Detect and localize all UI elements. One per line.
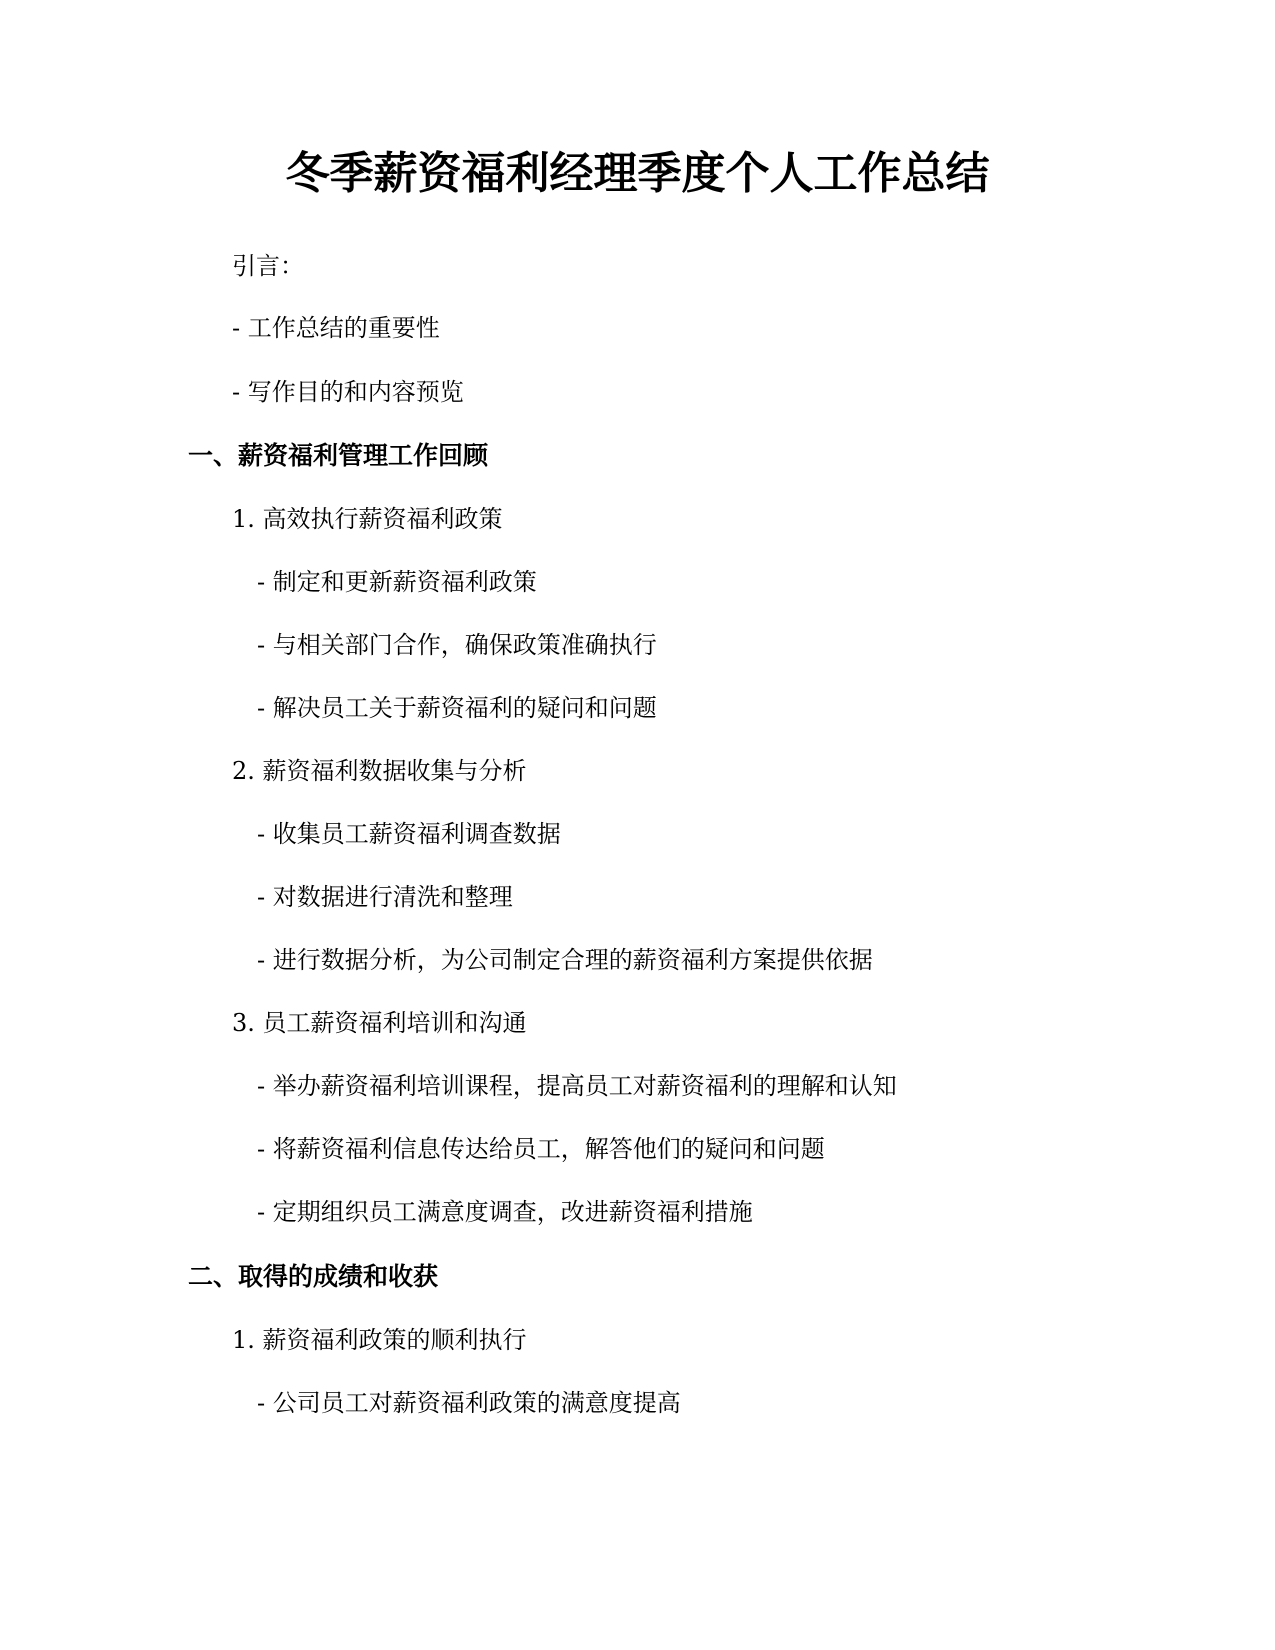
section-heading-2: 二、取得的成绩和收获 <box>188 1262 439 1291</box>
subsection-title: 2. 薪资福利数据收集与分析 <box>232 757 527 785</box>
list-item: - 解决员工关于薪资福利的疑问和问题 <box>257 694 657 722</box>
intro-label: 引言： <box>232 252 304 280</box>
subsection-title: 1. 薪资福利政策的顺利执行 <box>232 1326 527 1354</box>
list-item: - 公司员工对薪资福利政策的满意度提高 <box>257 1389 681 1417</box>
list-item: - 定期组织员工满意度调查，改进薪资福利措施 <box>257 1198 753 1226</box>
list-item: - 与相关部门合作，确保政策准确执行 <box>257 631 657 659</box>
section-heading-1: 一、薪资福利管理工作回顾 <box>188 441 489 470</box>
list-item: - 进行数据分析，为公司制定合理的薪资福利方案提供依据 <box>257 946 873 974</box>
list-item: - 将薪资福利信息传达给员工，解答他们的疑问和问题 <box>257 1135 825 1163</box>
intro-item: - 写作目的和内容预览 <box>232 378 464 406</box>
list-item: - 制定和更新薪资福利政策 <box>257 568 537 596</box>
intro-item: - 工作总结的重要性 <box>232 314 440 342</box>
page-title: 冬季薪资福利经理季度个人工作总结 <box>285 148 990 199</box>
list-item: - 对数据进行清洗和整理 <box>257 883 513 911</box>
list-item: - 举办薪资福利培训课程，提高员工对薪资福利的理解和认知 <box>257 1072 897 1100</box>
subsection-title: 1. 高效执行薪资福利政策 <box>232 505 503 533</box>
subsection-title: 3. 员工薪资福利培训和沟通 <box>232 1009 527 1037</box>
list-item: - 收集员工薪资福利调查数据 <box>257 820 561 848</box>
